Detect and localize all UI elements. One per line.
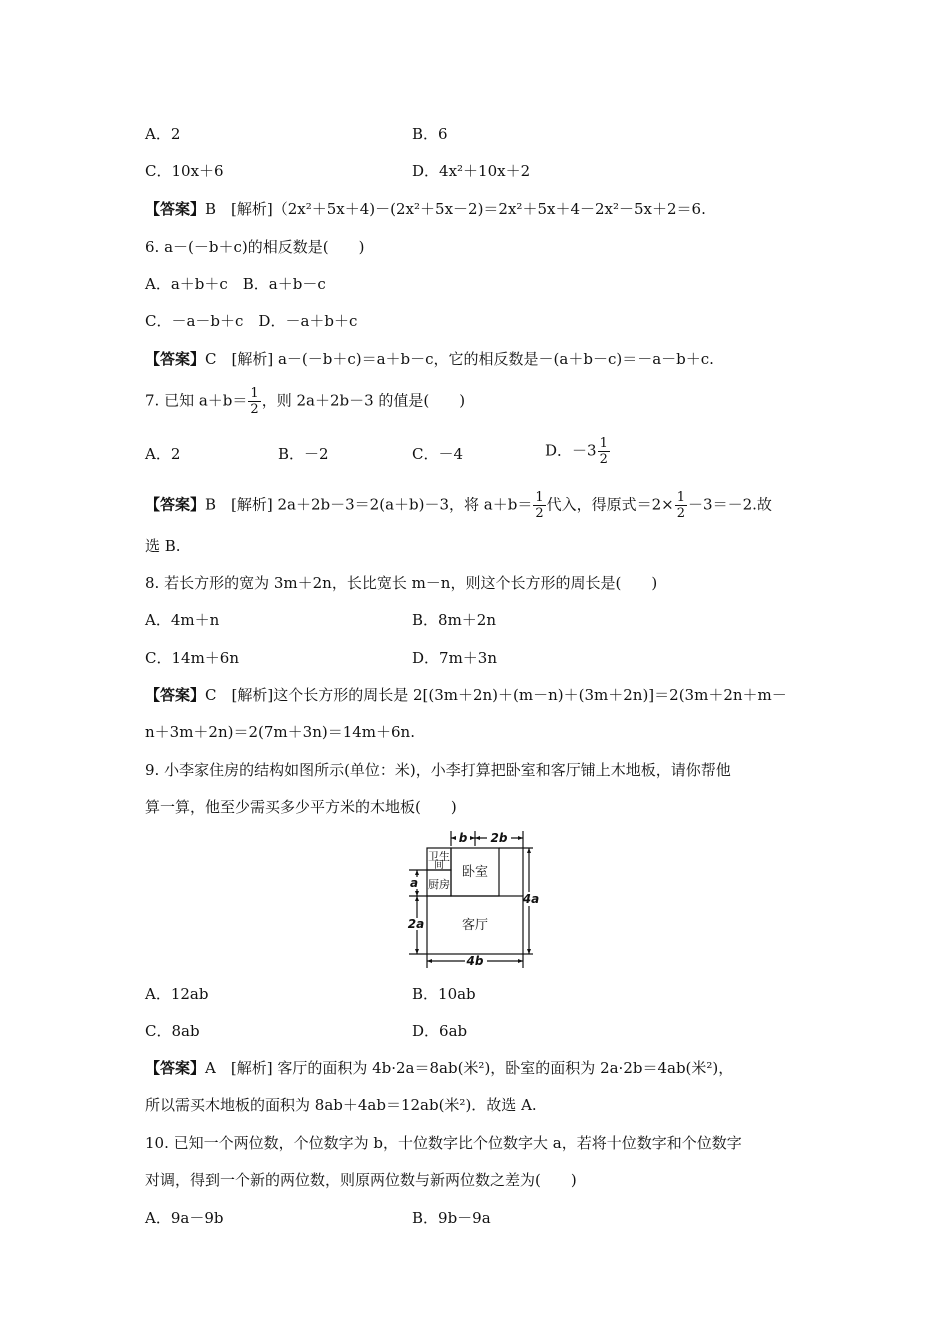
fraction-numerator: 1 bbox=[535, 490, 544, 505]
fraction-denominator: 2 bbox=[599, 452, 608, 467]
q8-answer-line2: n＋3m＋2n)＝2(7m＋3n)＝14m＋6n. bbox=[145, 723, 415, 741]
dim-label-a: a bbox=[409, 876, 419, 890]
q8-option-c: C．14m＋6n bbox=[145, 649, 239, 667]
q7-stem-part1: 7. 已知 a＋b＝ bbox=[145, 391, 248, 410]
q5-answer-text: B [解析]（2x²＋5x＋4)－(2x²＋5x－2)＝2x²＋5x＋4－2x²－5x＋2＝6. bbox=[205, 200, 706, 218]
q7-stem-part2: ，则 2a＋2b－3 的值是( ) bbox=[261, 391, 466, 410]
answer-tag: 【答案】 bbox=[145, 686, 206, 704]
q6-stem: 6. a－(－b＋c)的相反数是( ) bbox=[145, 238, 365, 256]
dim-label-2b: 2b bbox=[490, 831, 508, 845]
fraction-numerator: 1 bbox=[676, 490, 686, 505]
q7-answer-fraction bbox=[533, 490, 545, 521]
q7-option-d bbox=[545, 436, 611, 467]
q7-option-b: B．－2 bbox=[278, 445, 329, 463]
q10-stem-line1: 10. 已知一个两位数，个位数字为 b，十位数字比个位数字大 a，若将十位数字和个位数字 bbox=[145, 1134, 742, 1152]
q6-answer bbox=[145, 348, 714, 370]
q8-answer-text: C [解析]这个长方形的周长是 2[(3m＋2n)＋(m－n)＋(3m＋2n)]＝2(3m＋2n＋m－ bbox=[205, 686, 787, 704]
q8-stem: 8. 若长方形的宽为 3m＋2n，长比宽长 m－n，则这个长方形的周长是( ) bbox=[145, 574, 658, 592]
q5-option-a: A．2 bbox=[145, 125, 181, 143]
q5-option-d: D．4x²＋10x＋2 bbox=[412, 162, 531, 180]
room-label-bedroom: 卧室 bbox=[461, 865, 489, 880]
answer-tag: 【答案】 bbox=[145, 495, 206, 514]
q7-answer-part3: －3＝－2.故 bbox=[688, 495, 772, 514]
q5-option-c: C．10x＋6 bbox=[145, 162, 224, 180]
fraction-denominator: 2 bbox=[676, 506, 686, 521]
q7-option-d-text: D．－3 bbox=[545, 441, 597, 460]
q8-option-b: B．8m＋2n bbox=[412, 611, 496, 629]
room-label-living-room: 客厅 bbox=[461, 918, 489, 933]
q9-answer-line2: 所以需买木地板的面积为 8ab＋4ab＝12ab(米²)．故选 A. bbox=[145, 1096, 537, 1114]
fraction-numerator: 1 bbox=[250, 386, 259, 401]
room-label-bathroom-1: 卫生 bbox=[428, 850, 450, 863]
q9-option-a: A．12ab bbox=[145, 985, 209, 1003]
dim-label-4b: 4b bbox=[466, 954, 484, 968]
dim-label-4a: 4a bbox=[522, 892, 540, 906]
q7-answer-fraction-2 bbox=[675, 490, 687, 521]
q7-stem bbox=[145, 386, 465, 417]
q7-answer-part1: B [解析] 2a＋2b－3＝2(a＋b)－3，将 a＋b＝ bbox=[205, 495, 533, 514]
q9-option-b: B．10ab bbox=[412, 985, 476, 1003]
q9-option-d: D．6ab bbox=[412, 1022, 468, 1040]
q8-option-a: A．4m＋n bbox=[145, 611, 220, 629]
answer-tag: 【答案】 bbox=[145, 200, 206, 218]
q7-answer-line2: 选 B. bbox=[145, 537, 181, 555]
q6-answer-text: C [解析] a－(－b＋c)＝a＋b－c，它的相反数是－(a＋b－c)＝－a－b＋c. bbox=[205, 350, 714, 368]
answer-tag: 【答案】 bbox=[145, 1059, 206, 1077]
q7-answer bbox=[145, 490, 772, 521]
dim-label-2a: 2a bbox=[407, 917, 425, 931]
q7-answer-part2: 代入，得原式＝2× bbox=[546, 495, 674, 514]
q10-option-b: B．9b－9a bbox=[412, 1209, 491, 1227]
q7-option-d-fraction bbox=[598, 436, 610, 467]
q5-option-b: B．6 bbox=[412, 125, 448, 143]
q8-answer bbox=[145, 684, 787, 706]
q7-stem-fraction bbox=[248, 386, 260, 417]
floor-plan-diagram bbox=[405, 828, 550, 970]
q9-answer bbox=[145, 1057, 733, 1079]
q10-stem-line2: 对调，得到一个新的两位数，则原两位数与新两位数之差为( ) bbox=[145, 1171, 577, 1189]
q7-option-c: C．－4 bbox=[412, 445, 464, 463]
q9-stem-line2: 算一算，他至少需买多少平方米的木地板( ) bbox=[145, 798, 457, 816]
q5-answer bbox=[145, 198, 706, 220]
fraction-denominator: 2 bbox=[535, 506, 544, 521]
fraction-denominator: 2 bbox=[250, 402, 259, 417]
q9-answer-text: A [解析] 客厅的面积为 4b·2a＝8ab(米²)，卧室的面积为 2a·2b＝4ab(米²)， bbox=[205, 1059, 734, 1077]
q7-option-a: A．2 bbox=[145, 445, 181, 463]
q6-options-ab: A．a＋b＋c B．a＋b－c bbox=[145, 275, 326, 293]
q9-stem-line1: 9. 小李家住房的结构如图所示(单位：米)，小李打算把卧室和客厅铺上木地板，请你帮他 bbox=[145, 761, 731, 779]
q6-options-cd: C．－a－b＋c D．－a＋b＋c bbox=[145, 312, 358, 330]
room-label-bathroom-2: 间 bbox=[434, 860, 444, 871]
q8-option-d: D．7m＋3n bbox=[412, 649, 497, 667]
q9-option-c: C．8ab bbox=[145, 1022, 200, 1040]
q10-option-a: A．9a－9b bbox=[145, 1209, 224, 1227]
dim-label-b: b bbox=[458, 831, 468, 845]
answer-tag: 【答案】 bbox=[145, 350, 206, 368]
room-label-kitchen: 厨房 bbox=[428, 878, 450, 891]
fraction-numerator: 1 bbox=[599, 436, 608, 451]
